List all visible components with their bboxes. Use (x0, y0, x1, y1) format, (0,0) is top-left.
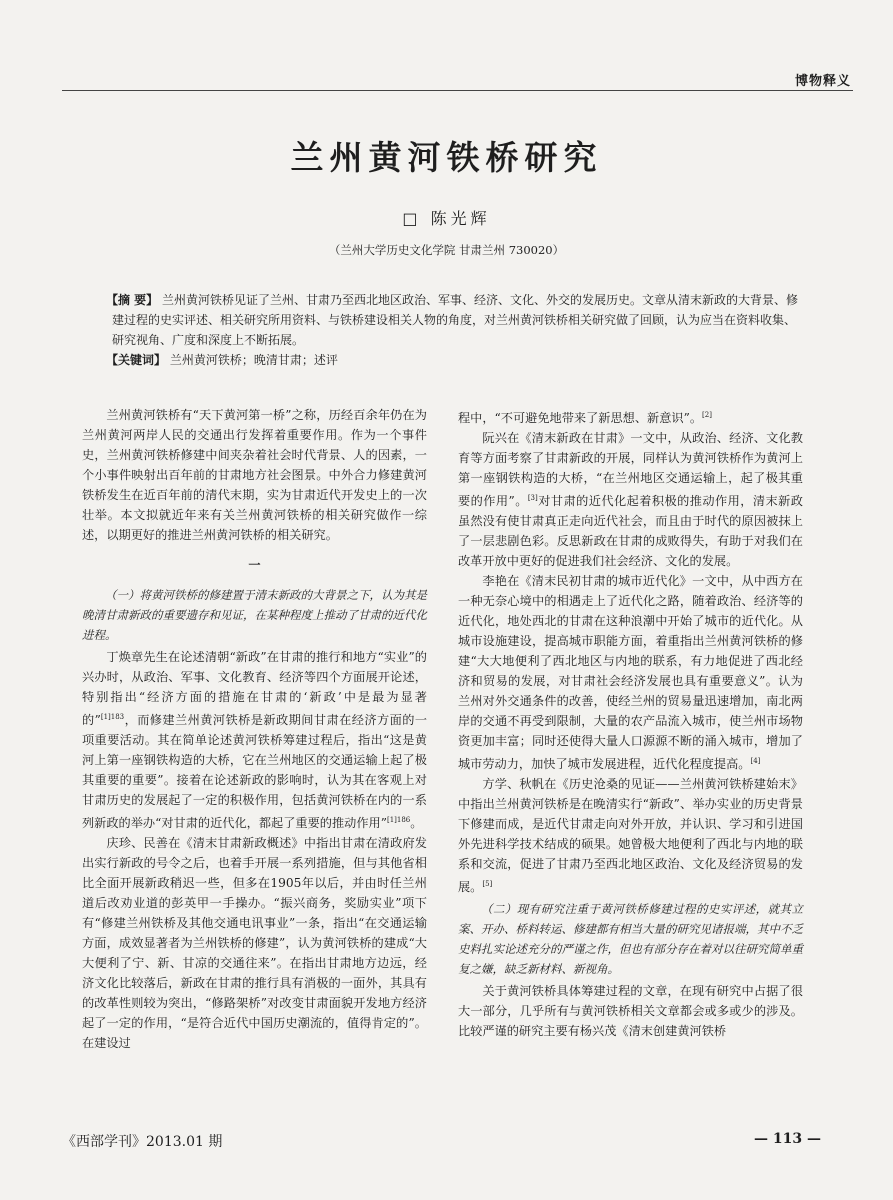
text-run: 程中，“不可避免地带来了新思想、新意识”。 (458, 411, 703, 426)
citation-ref: [2] (702, 411, 712, 419)
article-title: 兰州黄河铁桥研究 (290, 138, 603, 177)
text-run: 阮兴在《清末新政在甘肃》一文中，从政治、经济、文化教育等方面考察了甘肃新政的开展，同样认为黄河铁桥作为黄河上第一座钢铁构造的大桥，“在兰州地区交通运输上，起了极其重要的作用”。 (458, 431, 803, 509)
citation-ref: [4] (750, 757, 761, 766)
right-column (458, 405, 803, 1041)
page-number: — 113 — (754, 1131, 821, 1147)
body-paragraph (82, 647, 427, 833)
section-number: 一 (248, 558, 261, 572)
text-run: 丁焕章先生在论述清朝“新政”在甘肃的推行和地方“实业”的兴办时，从政治、军事、文化教育、经济等四个方面展开论述，特别指出“经济方面的措施在甘肃的‘新政’中是最为显著的” (82, 650, 427, 728)
keywords-paragraph (106, 350, 803, 370)
body-paragraph (458, 405, 803, 428)
article-author: □ 陈光辉 (402, 209, 491, 228)
body-paragraph: 关于黄河铁桥具体筹建过程的文章，在现有研究中占据了很大一部分，几乎所有与黄河铁桥相关文章都会或多或少的涉及。比较严谨的研究主要有杨兴茂《清末创建黄河铁桥 (458, 984, 803, 1039)
section-tag: 博物释义 (794, 74, 851, 89)
citation-ref: [1]186 (386, 816, 411, 825)
intro-paragraph: 兰州黄河铁桥有“天下黄河第一桥”之称，历经百余年仍在为兰州黄河两岸人民的交通出行发挥着重要作用。作为一个事件史，兰州黄河铁桥修建中间夹杂着社会时代背景、人的因素，一个小事件映射出百年前的甘肃地方社会图景。中外合力修建黄河铁桥发生在近百年前的清代末期，实为甘肃近代开发史上的一次壮举。本文拟就近年来有关兰州黄河铁桥的相关研究做作一综述，以期更好的推进兰州黄河铁桥的相关研究。 (82, 408, 427, 542)
text-run: 李艳在《清末民初甘肃的城市近代化》一文中，从中西方在一种无奈心境中的相遇走上了近代化之路，随着政治、经济等的近代化，地处西北的甘肃在这种浪潮中开始了城市的近代化。从城市设施建设，提高城市职能方面，着重指出兰州黄河铁桥的修建“大大地便利了西北地区与内地的联系，有力地促进了西北经济和贸易的发展，对甘肃社会经济发展也具有重要意义”。认为兰州对外交通条件的改善，使经兰州的贸易量迅速增加，南北两岸的交通不再受到限制，大量的农产品流入城市，使兰州市场物资更加丰富；同时还使得大量人口源源不断的涌入城市，增加了城市劳动力，加快了城市发展进程，近代化程度提高。 (458, 574, 803, 772)
subsection-heading-2: （二）现有研究注重于黄河铁桥修建过程的史实评述，就其立案、开办、桥料转运、修建都有相当大量的研究见诸报端，其中不乏史料扎实论述充分的严谨之作，但也有部分存在着对以往研究简单重复之嫌，缺乏新材料、新视角。 (458, 902, 803, 977)
body-paragraph (458, 571, 803, 774)
abstract-text: 兰州黄河铁桥见证了兰州、甘肃乃至西北地区政治、军事、经济、文化、外交的发展历史。文章从清末新政的大背景、修建过程的史实评述、相关研究所用资料、与铁桥建设相关人物的角度，对兰州黄河铁桥相关研究做了回顾，认为应当在资料收集、研究视角、广度和深度上不断拓展。 (112, 293, 799, 347)
body-paragraph: 庆珍、民善在《清末甘肃新政概述》中指出甘肃在清政府发出实行新政的号令之后，也着手开展一系列措施，但与其他省相比全面开展新政稍迟一些，但多在1905年以后，并由时任兰州道后改劝业道的彭英甲一手操办。“振兴商务，奖励实业”项下有“修建兰州铁桥及其他交通电讯事业”一条，指出“在交通运输方面，成效显著者为兰州铁桥的修建”，认为黄河铁桥的建成“大大便利了宁、新、甘凉的交通往来”。在指出甘肃地方边远，经济文化比较落后，新政在甘肃的推行具有消极的一面外，其具有的改革性则较为突出，“修路架桥”对改变甘肃面貌开发地方经济起了一定的作用，“是符合近代中国历史潮流的，值得肯定的”。在建设过 (82, 836, 427, 1051)
left-column (82, 405, 427, 1053)
subsection-heading-1: （一）将黄河铁桥的修建置于清末新政的大背景之下，认为其是晚清甘肃新政的重要遗存和见证，在某种程度上推动了甘肃的近代化进程。 (82, 588, 427, 642)
journal-name: 《西部学刊》2013.01 期 (62, 1134, 223, 1150)
citation-ref: [3] (527, 494, 538, 503)
author-affiliation: （兰州大学历史文化学院 甘肃兰州 730020） (328, 243, 565, 257)
citation-ref: [1]183 (100, 713, 125, 721)
body-paragraph (458, 774, 803, 897)
keywords-label: 【关键词】 (106, 353, 167, 367)
text-run: 方学、秋帆在《历史沧桑的见证——兰州黄河铁桥建始末》中指出兰州黄河铁桥是在晚清实行“新政”、举办实业的历史背景下修建而成，是近代甘肃走向对外开放，并认识、学习和引进国外先进科学技术结成的硕果。她曾极大地便利了西北与内地的联系和交流，促进了甘肃乃至西北地区政治、文化及经济贸易的发展。 (458, 777, 803, 895)
citation-ref: [5] (482, 880, 493, 889)
body-paragraph (458, 428, 803, 571)
abstract-paragraph (106, 290, 803, 350)
abstract-label: 【摘 要】 (106, 293, 159, 307)
text-run: 。 (410, 816, 423, 831)
header-rule (62, 90, 853, 91)
text-run: 对甘肃的近代化起着积极的推动作用，清末新政虽然没有使甘肃真正走向近代社会，而且由于时代的原因被抹上了一层悲剧色彩。反思新政在甘肃的成败得失，有助于对我们在改革开放中更好的促进我们社会经济、文化的发展。 (458, 494, 803, 569)
abstract-block (106, 290, 803, 370)
text-run: ，而修建兰州黄河铁桥是新政期间甘肃在经济方面的一项重要活动。其在简单论述黄河铁桥筹建过程后，指出“这是黄河上第一座钢铁构造的大桥，它在兰州地区的交通运输上起了极其重要的重要”。接着在论述新政的影响时，认为其在客观上对甘肃历史的发展起了一定的积极作用，包括黄河铁桥在内的一系列新政的举办“对甘肃的近代化，都起了重要的推动作用” (82, 713, 428, 831)
keywords-text: 兰州黄河铁桥；晚清甘肃；述评 (169, 353, 338, 367)
